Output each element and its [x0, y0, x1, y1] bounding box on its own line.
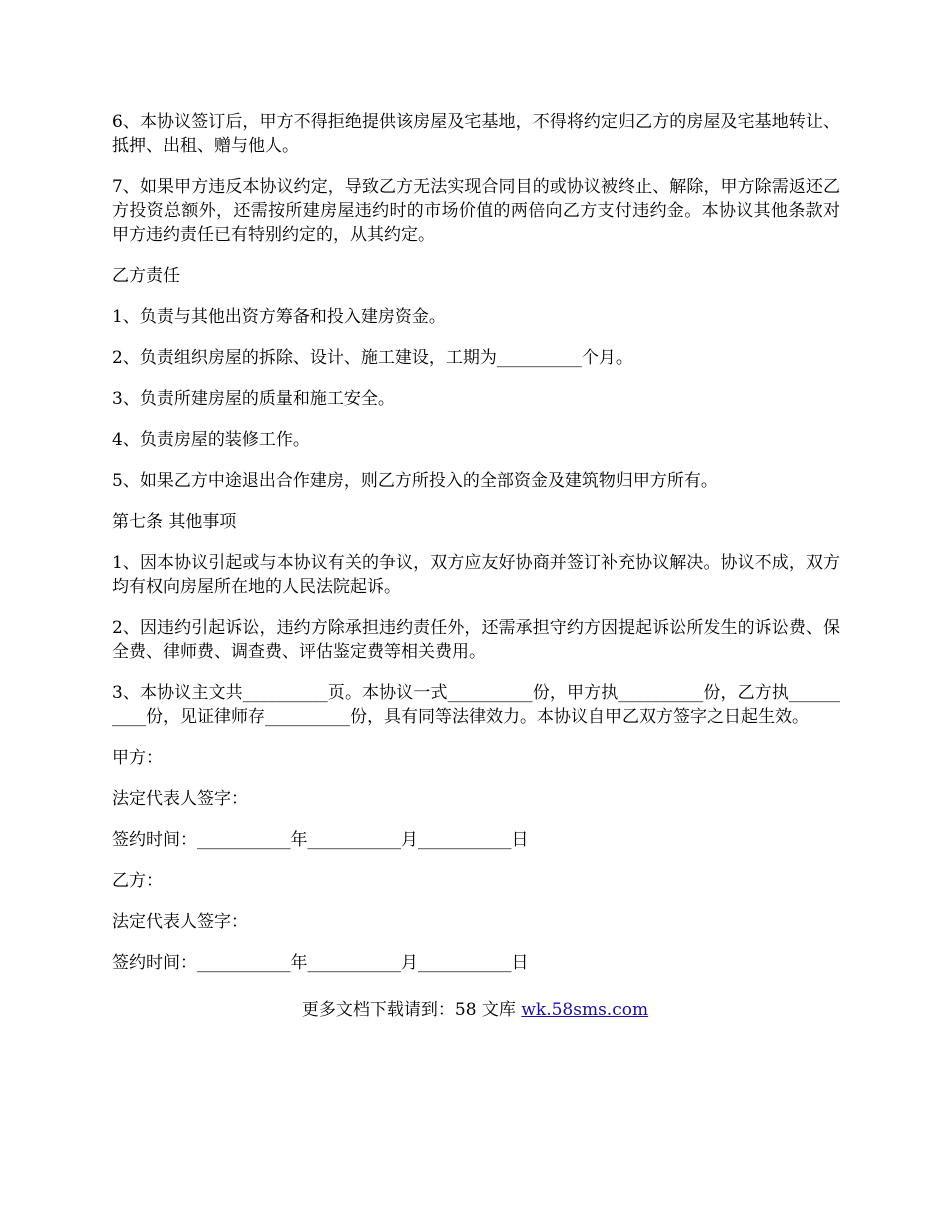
party-a-label: 甲方： [112, 748, 163, 768]
party-b-representative-signature: 法定代表人签字： [112, 912, 248, 932]
article-7-item-2: 2、因违约引起诉讼，违约方除承担违约责任外，还需承担守约方因提起诉讼所发生的诉讼费、保全费、律师费、调查费、评估鉴定费等相关费用。 [112, 618, 840, 662]
party-a-representative-signature: 法定代表人签字： [112, 789, 248, 809]
footer-prefix: 更多文档下载请到：58 文库 [301, 1000, 522, 1020]
article-7-heading: 第七条 其他事项 [112, 512, 237, 532]
article-7-item-3: 3、本协议主文共__________页。本协议一式__________份，甲方执__________份，乙方执__________份，见证律师存__________份，具有同等法律效力。本协议自甲乙双方签字之日起生效。 [112, 683, 840, 727]
article-7-item-1: 1、因本协议引起或与本协议有关的争议，双方应友好协商并签订补充协议解决。协议不成，双方均有权向房屋所在地的人民法院起诉。 [112, 553, 840, 597]
party-b-duty-3: 3、负责所建房屋的质量和施工安全。 [112, 389, 395, 409]
party-b-label: 乙方： [112, 871, 163, 891]
party-b-duty-4: 4、负责房屋的装修工作。 [112, 430, 310, 450]
footer-link[interactable]: wk.58sms.com [521, 1000, 649, 1020]
party-b-duty-1: 1、负责与其他出资方筹备和投入建房资金。 [112, 307, 446, 327]
footer [0, 998, 950, 1022]
document-body [112, 110, 840, 992]
clause-7-breach-penalty: 7、如果甲方违反本协议约定，导致乙方无法实现合同目的或协议被终止、解除，甲方除需返还乙方投资总额外，还需按所建房屋违约时的市场价值的两倍向乙方支付违约金。本协议其他条款对甲方违约责任已有特别约定的，从其约定。 [112, 177, 840, 245]
section-heading-party-b-duties: 乙方责任 [112, 266, 180, 286]
party-b-signing-date: 签约时间：___________年___________月___________日 [112, 953, 529, 973]
party-b-duty-2: 2、负责组织房屋的拆除、设计、施工建设，工期为__________个月。 [112, 348, 633, 368]
party-b-duty-5: 5、如果乙方中途退出合作建房，则乙方所投入的全部资金及建筑物归甲方所有。 [112, 471, 718, 491]
clause-6-no-transfer: 6、本协议签订后，甲方不得拒绝提供该房屋及宅基地，不得将约定归乙方的房屋及宅基地转让、抵押、出租、赠与他人。 [112, 112, 840, 156]
party-a-signing-date: 签约时间：___________年___________月___________日 [112, 830, 529, 850]
